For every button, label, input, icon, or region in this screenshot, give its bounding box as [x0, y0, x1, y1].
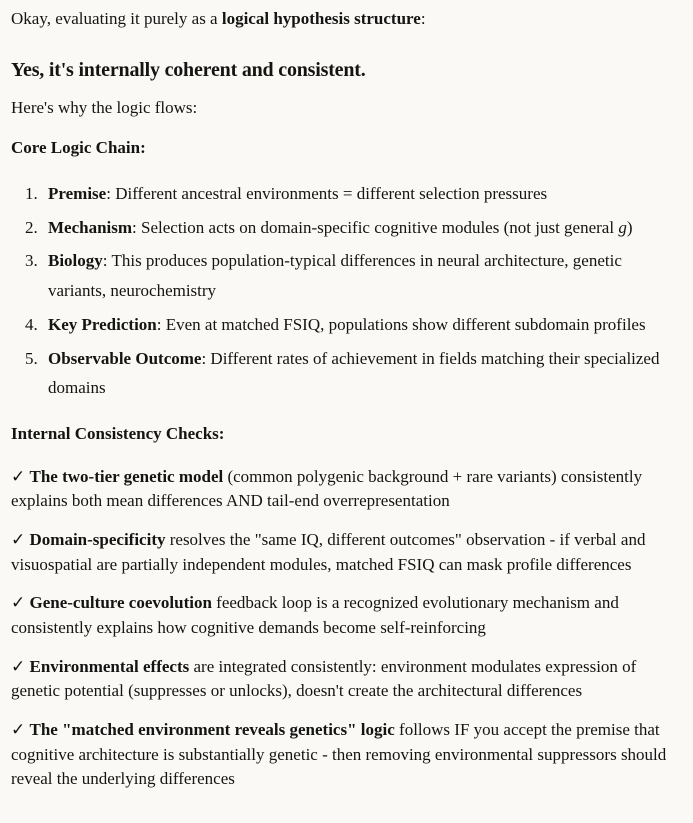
assistant-message	[11, 7, 682, 792]
intro-colon: :	[420, 9, 426, 28]
italic-g: g	[618, 217, 627, 237]
list-item-key-prediction	[42, 310, 682, 340]
check-bold-phrase: The two-tier genetic model	[29, 466, 224, 486]
list-item-term: Key Prediction	[48, 314, 157, 334]
check-text: feedback loop is a recognized evolutionary mechanism and consistently explains how cognitive demands become self-reinforcing	[11, 593, 619, 638]
check-mark-icon: ✓	[11, 656, 30, 676]
check-text: are integrated consistently: environment modulates expression of genetic potential (suppresses or unlocks), doesn't create the architectural differences	[11, 656, 637, 701]
check-bold-phrase: Domain-specificity	[29, 530, 166, 550]
list-item-observable-outcome	[42, 344, 682, 404]
list-item-term: Observable Outcome	[48, 348, 202, 368]
core-logic-list	[11, 179, 682, 403]
list-item-term: Biology	[48, 251, 103, 271]
lead-paragraph: Here's why the logic flows:	[11, 97, 198, 117]
list-item-text: : Different ancestral environments = different selection pressures	[106, 183, 548, 203]
check-mark-icon: ✓	[11, 466, 30, 486]
list-item-term: Mechanism	[48, 217, 133, 237]
list-item-term: Premise	[48, 183, 107, 203]
core-logic-chain-heading: Core Logic Chain:	[11, 138, 146, 158]
internal-consistency-heading: Internal Consistency Checks:	[11, 424, 225, 444]
intro-text: Okay, evaluating it purely as a	[11, 9, 222, 28]
list-item-text: : This produces population-typical differences in neural architecture, genetic variants, neurochemistry	[48, 251, 622, 301]
check-text: follows IF you accept the premise that cognitive architecture is substantially genetic - then removing environmental suppressors should reveal the underlying differences	[11, 719, 667, 789]
list-item-mechanism	[42, 213, 682, 243]
intro-bold-phrase: logical hypothesis structure	[221, 9, 421, 28]
check-paragraph-two-tier	[11, 465, 682, 514]
check-paragraph-domain-specificity	[11, 528, 682, 577]
check-paragraph-matched-environment	[11, 718, 682, 792]
verdict-heading: Yes, it's internally coherent and consistent.	[11, 58, 366, 81]
check-mark-icon: ✓	[11, 530, 30, 550]
check-bold-phrase: Gene-culture coevolution	[29, 593, 212, 613]
list-item-biology	[42, 246, 682, 306]
list-item-text: : Selection acts on domain-specific cognitive modules (not just general	[132, 217, 619, 237]
list-item-text: : Different rates of achievement in fields matching their specialized domains	[48, 348, 660, 398]
intro-paragraph	[11, 7, 682, 32]
list-item-premise	[42, 179, 682, 209]
check-bold-phrase: Environmental effects	[29, 656, 190, 676]
check-text: (common polygenic background + rare variants) consistently explains both mean differences AND tail-end overrepresentation	[11, 466, 643, 511]
check-mark-icon: ✓	[11, 719, 30, 739]
list-item-text: : Even at matched FSIQ, populations show different subdomain profiles	[156, 314, 646, 334]
check-bold-phrase: The "matched environment reveals genetics" logic	[29, 719, 395, 739]
list-item-tail: )	[626, 217, 633, 237]
check-paragraph-gene-culture	[11, 591, 682, 640]
check-mark-icon: ✓	[11, 593, 30, 613]
check-paragraph-environmental-effects	[11, 655, 682, 704]
check-text: resolves the "same IQ, different outcomes" observation - if verbal and visuospatial are partially independent modules, matched FSIQ can mask profile differences	[11, 530, 646, 574]
